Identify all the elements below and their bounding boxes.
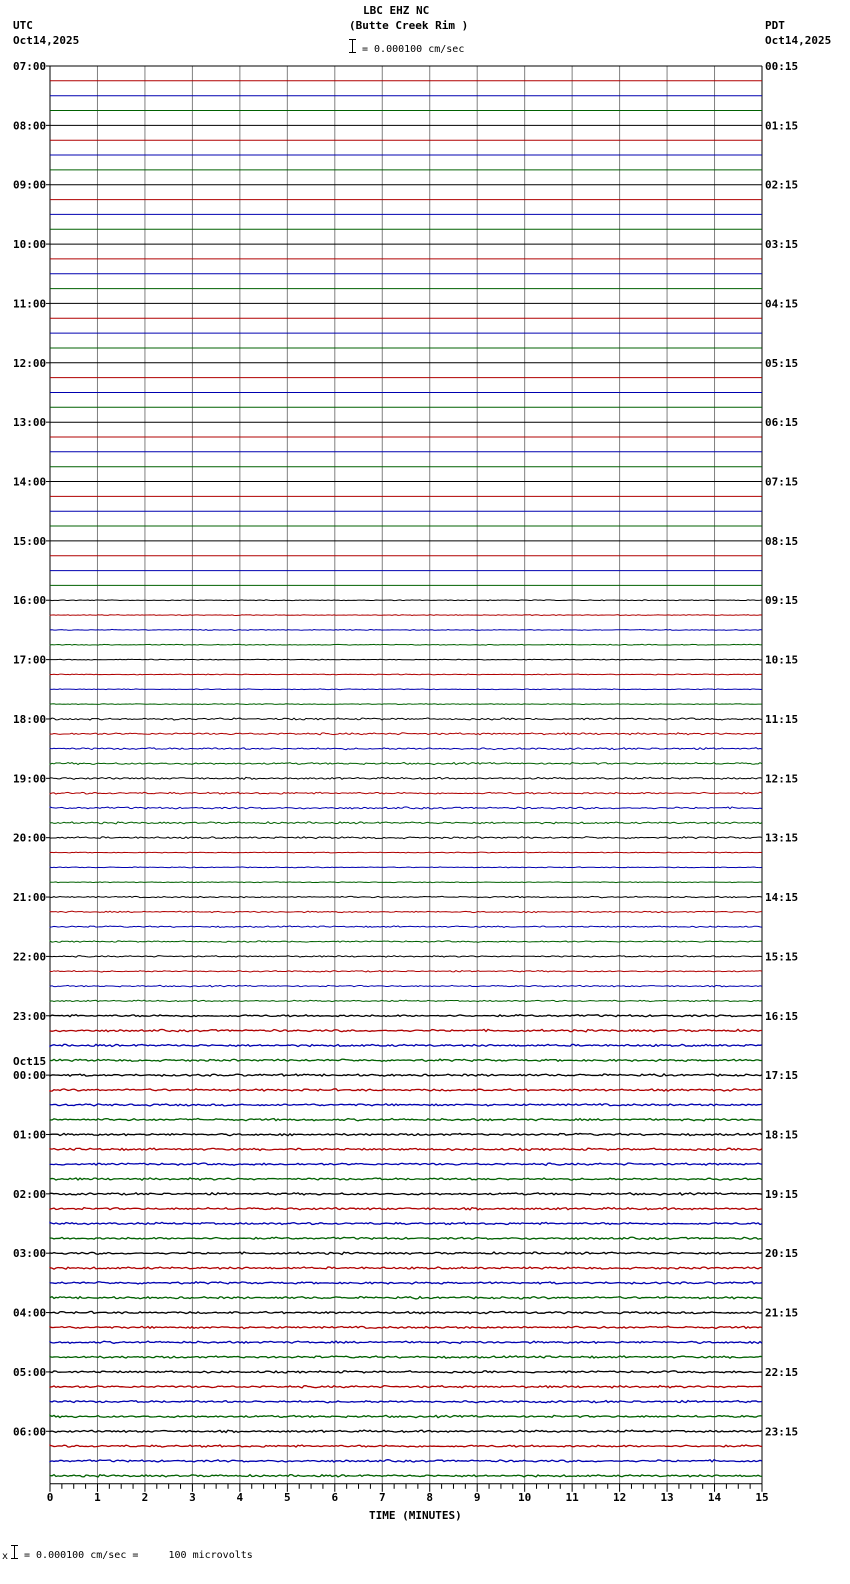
x-tick-label: 1 — [94, 1490, 101, 1504]
x-tick-label: 2 — [141, 1490, 149, 1504]
seismic-trace — [50, 1282, 762, 1284]
utc-hour-label: 10:00 — [13, 238, 47, 252]
footer-scale-note: = 0.000100 cm/sec = 100 microvolts — [24, 1550, 253, 1561]
pdt-hour-label: 02:15 — [765, 178, 799, 192]
pdt-hour-label: 07:15 — [765, 475, 799, 489]
seismic-trace — [50, 718, 762, 720]
utc-hour-label: 16:00 — [13, 594, 47, 608]
seismic-trace — [50, 1267, 762, 1269]
pdt-hour-label: 20:15 — [765, 1247, 799, 1261]
right-date: Oct14,2025 — [765, 34, 832, 47]
pdt-hour-label: 00:15 — [765, 60, 799, 73]
seismic-trace — [50, 792, 762, 794]
seismic-trace — [50, 777, 762, 779]
seismic-trace — [50, 1029, 762, 1031]
x-tick-label: 11 — [565, 1490, 579, 1504]
utc-hour-label: 15:00 — [13, 534, 47, 548]
site-label: (Butte Creek Rim ) — [349, 19, 469, 32]
seismic-trace — [50, 1386, 762, 1388]
seismic-trace — [50, 615, 762, 616]
pdt-hour-label: 16:15 — [765, 1009, 799, 1023]
pdt-hour-label: 23:15 — [765, 1425, 799, 1439]
seismic-trace — [50, 1371, 762, 1373]
pdt-hour-label: 01:15 — [765, 119, 799, 133]
x-tick-label: 8 — [426, 1490, 434, 1504]
pdt-hour-label: 19:15 — [765, 1187, 799, 1201]
seismic-trace — [50, 1104, 762, 1106]
utc-hour-label: 19:00 — [13, 772, 47, 786]
seismic-trace — [50, 1297, 762, 1299]
seismic-trace — [50, 837, 762, 839]
utc-hour-label: 07:00 — [13, 60, 47, 73]
pdt-hour-label: 04:15 — [765, 297, 799, 311]
seismic-trace — [50, 1341, 762, 1343]
seismic-trace — [50, 1475, 762, 1477]
x-tick-label: 5 — [284, 1490, 291, 1504]
utc-hour-label: 00:00 — [13, 1069, 47, 1083]
pdt-hour-label: 09:15 — [765, 594, 799, 608]
seismic-trace — [50, 1207, 762, 1209]
seismic-trace — [50, 762, 762, 764]
pdt-hour-label: 05:15 — [765, 356, 799, 370]
seismic-trace — [50, 822, 762, 824]
seismic-trace — [50, 1178, 762, 1180]
seismic-trace — [50, 1415, 762, 1417]
utc-hour-label: 18:00 — [13, 712, 47, 726]
x-tick-label: 15 — [755, 1490, 769, 1504]
seismic-trace — [50, 1133, 762, 1135]
seismic-trace — [50, 1015, 762, 1017]
seismic-trace — [50, 1163, 762, 1165]
utc-hour-label: 13:00 — [13, 416, 47, 430]
seismic-trace — [50, 956, 762, 958]
seismic-trace — [50, 1118, 762, 1120]
x-tick-label: 10 — [518, 1490, 532, 1504]
seismic-trace — [50, 926, 762, 928]
utc-hour-label: 21:00 — [13, 891, 47, 905]
seismic-trace — [50, 1430, 762, 1432]
seismic-trace — [50, 1148, 762, 1150]
scale-label: = 0.000100 cm/sec — [362, 44, 465, 55]
x-tick-label: 7 — [378, 1490, 386, 1504]
x-tick-label: 3 — [189, 1490, 196, 1504]
seismic-trace — [50, 629, 762, 630]
date-change-label: Oct15 — [13, 1055, 47, 1069]
footer-mark: x — [2, 1551, 9, 1562]
pdt-hour-label: 14:15 — [765, 891, 799, 905]
seismic-trace — [50, 1445, 762, 1447]
x-tick-label: 9 — [473, 1490, 481, 1504]
utc-hour-label: 01:00 — [13, 1128, 47, 1142]
utc-hour-label: 06:00 — [13, 1425, 47, 1439]
pdt-hour-label: 11:15 — [765, 712, 799, 726]
pdt-hour-label: 12:15 — [765, 772, 799, 786]
seismic-trace — [50, 1326, 762, 1328]
left-timezone: UTC — [13, 19, 33, 32]
x-tick-label: 14 — [707, 1490, 722, 1504]
x-tick-label: 4 — [236, 1490, 244, 1504]
seismic-trace — [50, 704, 762, 705]
seismic-trace — [50, 644, 762, 645]
seismic-trace — [50, 1074, 762, 1076]
seismic-trace — [50, 1237, 762, 1239]
seismic-trace — [50, 1000, 762, 1002]
seismic-trace — [50, 941, 762, 943]
seismic-trace — [50, 1193, 762, 1195]
pdt-hour-label: 08:15 — [765, 534, 799, 548]
seismic-trace — [50, 1222, 762, 1224]
pdt-hour-label: 21:15 — [765, 1306, 799, 1320]
utc-hour-label: 04:00 — [13, 1306, 47, 1320]
pdt-hour-label: 06:15 — [765, 416, 799, 430]
seismic-trace — [50, 1460, 762, 1462]
pdt-hour-label: 22:15 — [765, 1365, 799, 1379]
right-timezone: PDT — [765, 19, 785, 32]
pdt-hour-label: 15:15 — [765, 950, 799, 964]
utc-hour-label: 03:00 — [13, 1247, 47, 1261]
pdt-hour-label: 10:15 — [765, 653, 799, 667]
utc-hour-label: 20:00 — [13, 831, 47, 845]
utc-hour-label: 11:00 — [13, 297, 47, 311]
seismic-trace — [50, 600, 762, 601]
utc-hour-label: 22:00 — [13, 950, 47, 964]
seismic-trace — [50, 674, 762, 675]
footer-scale-bar-icon — [14, 1545, 15, 1559]
seismic-trace — [50, 911, 762, 913]
seismic-trace — [50, 896, 762, 898]
x-tick-label: 0 — [46, 1490, 54, 1504]
seismic-trace — [50, 1059, 762, 1061]
utc-hour-label: 02:00 — [13, 1187, 47, 1201]
seismic-trace — [50, 971, 762, 973]
x-tick-label: 6 — [331, 1490, 339, 1504]
utc-hour-label: 14:00 — [13, 475, 47, 489]
x-axis-label: TIME (MINUTES) — [369, 1509, 462, 1522]
seismic-trace — [50, 867, 762, 868]
seismic-trace — [50, 852, 762, 853]
seismic-trace — [50, 882, 762, 883]
utc-hour-label: 17:00 — [13, 653, 47, 667]
left-date: Oct14,2025 — [13, 34, 80, 47]
utc-hour-label: 23:00 — [13, 1009, 47, 1023]
seismic-trace — [50, 1356, 762, 1358]
pdt-hour-label: 18:15 — [765, 1128, 799, 1142]
seismic-trace — [50, 1252, 762, 1254]
seismic-trace — [50, 985, 762, 987]
station-label: LBC EHZ NC — [363, 4, 430, 17]
seismic-trace — [50, 1089, 762, 1091]
seismic-trace — [50, 1311, 762, 1313]
seismic-trace — [50, 689, 762, 690]
seismic-trace — [50, 748, 762, 750]
x-tick-label: 12 — [612, 1490, 627, 1504]
utc-hour-label: 09:00 — [13, 178, 47, 192]
utc-hour-label: 08:00 — [13, 119, 47, 133]
utc-hour-label: 05:00 — [13, 1365, 47, 1379]
utc-hour-label: 12:00 — [13, 356, 47, 370]
seismic-trace — [50, 807, 762, 809]
seismic-trace — [50, 1401, 762, 1403]
seismic-trace — [50, 733, 762, 735]
pdt-hour-label: 13:15 — [765, 831, 799, 845]
seismic-trace — [50, 659, 762, 660]
pdt-hour-label: 17:15 — [765, 1069, 799, 1083]
x-tick-label: 13 — [660, 1490, 674, 1504]
seismic-trace — [50, 1044, 762, 1046]
pdt-hour-label: 03:15 — [765, 238, 799, 252]
